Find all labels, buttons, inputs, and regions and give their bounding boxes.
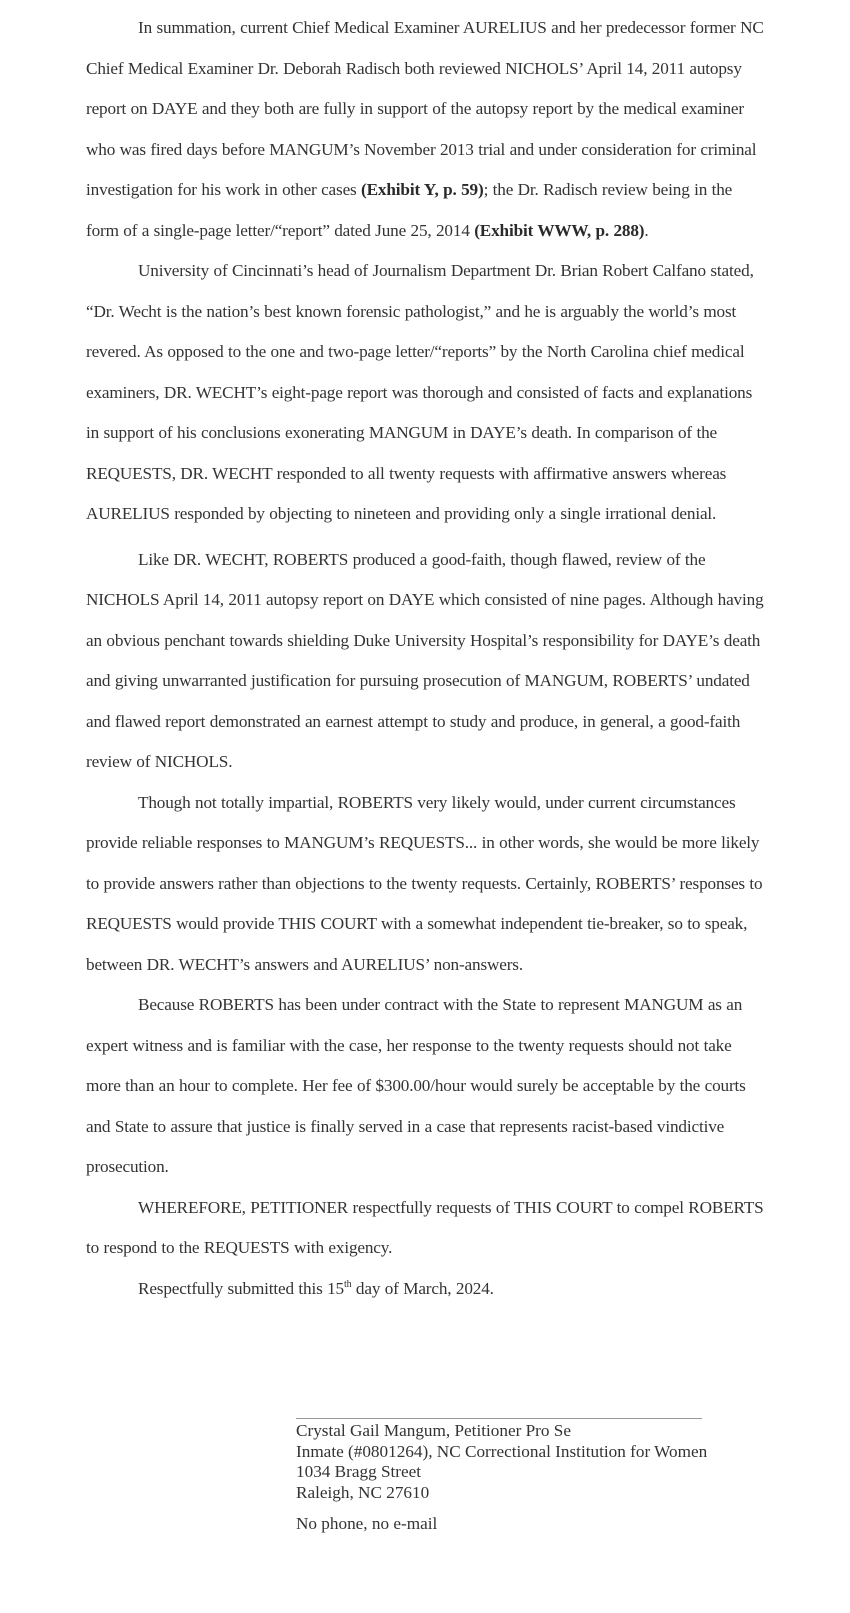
- paragraph-wherefore: WHEREFORE, PETITIONER respectfully requests of THIS COURT to compel ROBERTS to respond to the REQUESTS with exigency.: [86, 1197, 764, 1257]
- signer-city-state-zip: Raleigh, NC 27610: [296, 1482, 430, 1502]
- paragraph-roberts-impartial: Though not totally impartial, ROBERTS very likely would, under current circumstances provide reliable responses to MANGUM’s REQUESTS... in other words, she would be more likely to provide answers rather than objections to the twenty requests. Certainly, ROBERTS’ responses to REQUESTS would provide THIS COURT with a somewhat independent tie-breaker, so to speak, between DR. WECHT’s answers and AURELIUS’ non-answers.: [86, 792, 763, 974]
- paragraph-roberts-contract: Because ROBERTS has been under contract with the State to represent MANGUM as an expert witness and is familiar with the case, her response to the twenty requests should not take more than an hour to complete. Her fee of $300.00/hour would surely be acceptable by the courts and State to assure that justice is finally served in a case that represents racist-based vindictive prosecution.: [86, 995, 746, 1176]
- spacer: [296, 1503, 756, 1514]
- document-body: [86, 8, 768, 1309]
- paragraph-summation: [86, 8, 768, 251]
- paragraph-wecht: University of Cincinnati’s head of Journalism Department Dr. Brian Robert Calfano stated, “Dr. Wecht is the nation’s best known forensic pathologist,” and he is arguably the world’s most revered. As opposed to the one and two-page letter/“reports” by the North Carolina chief medical examiners, DR. WECHT’s eight-page report was thorough and consisted of facts and explanations in support of his conclusions exonerating MANGUM in DAYE’s death. In comparison of the REQUESTS, DR. WECHT responded to all twenty requests with affirmative answers whereas AURELIUS responded by objecting to nineteen and providing only a single irrational denial.: [86, 261, 754, 523]
- closing-ordinal: th: [343, 1278, 352, 1290]
- paragraph-text: ; the Dr. Radisch review being in the form of a single-page letter/“report” dated June 25, 2014: [86, 180, 733, 240]
- closing-suffix: day of March, 2024.: [351, 1278, 494, 1298]
- signature-block: [296, 1418, 756, 1535]
- signature-line: [296, 1418, 702, 1419]
- closing-statement: [86, 1269, 768, 1310]
- exhibit-citation-www: (Exhibit WWW, p. 288): [474, 220, 645, 240]
- exhibit-citation-y: (Exhibit Y, p. 59): [361, 180, 484, 199]
- paragraph-text: .: [644, 220, 649, 240]
- closing-prefix: Respectfully submitted this 15: [138, 1278, 344, 1298]
- paragraph-roberts-review: Like DR. WECHT, ROBERTS produced a good-faith, though flawed, review of the NICHOLS April 14, 2011 autopsy report on DAYE which consisted of nine pages. Although having an obvious penchant towards shielding Duke University Hospital’s responsibility for DAYE’s death and giving unwarranted justification for pursuing prosecution of MANGUM, ROBERTS’ undated and flawed report demonstrated an earnest attempt to study and produce, in general, a good-faith review of NICHOLS.: [86, 549, 764, 771]
- signer-contact: No phone, no e-mail: [296, 1514, 438, 1533]
- signer-inmate-info: Inmate (#0801264), NC Correctional Institution for Women: [296, 1441, 708, 1461]
- signer-name: Crystal Gail Mangum, Petitioner Pro Se: [296, 1421, 571, 1440]
- signer-street: 1034 Bragg Street: [296, 1462, 422, 1481]
- paragraph-text: In summation, current Chief Medical Examiner AURELIUS and her predecessor former NC Chief Medical Examiner Dr. Deborah Radisch both reviewed NICHOLS’ April 14, 2011 autopsy report on DAYE and they both are fully in support of the autopsy report by the medical examiner who was fired days before MANGUM’s November 2013 trial and under consideration for criminal investigation for his work in other cases: [86, 18, 764, 199]
